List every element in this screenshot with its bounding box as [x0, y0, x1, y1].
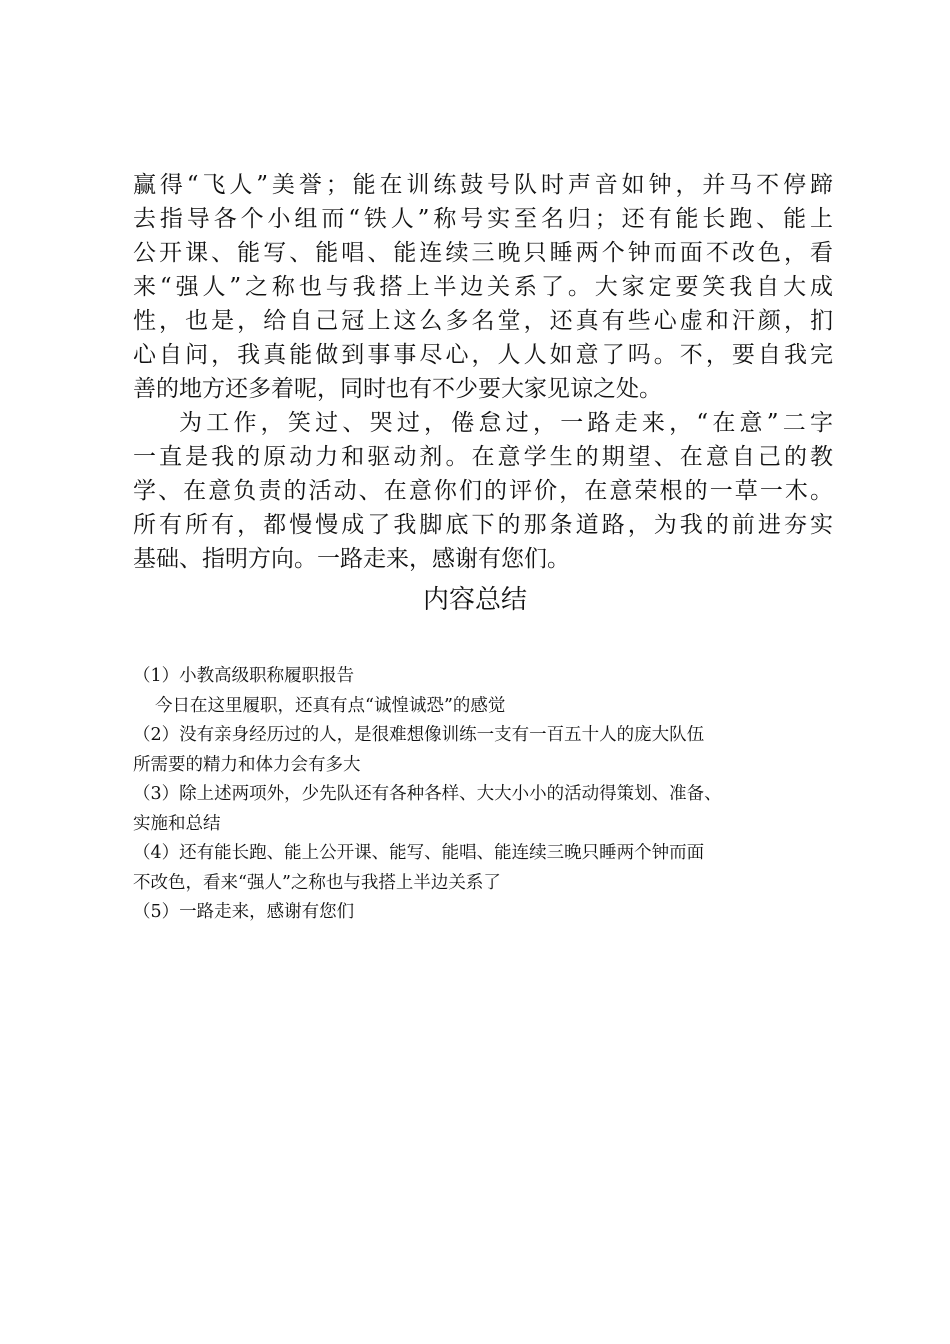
body-line: 一直是我的原动力和驱动剂。在意学生的期望、在意自己的教	[133, 444, 833, 470]
body-line: 心自问，我真能做到事事尽心，人人如意了吗。不，要自我完	[133, 342, 833, 368]
summary-list	[133, 662, 833, 928]
summary-heading: 内容总结	[422, 585, 527, 615]
body-line: 赢得“飞人”美誉；能在训练鼓号队时声音如钟，并马不停蹄	[133, 172, 833, 198]
summary-line: 实施和总结	[133, 813, 221, 834]
body-line: 来“强人”之称也与我搭上半边关系了。大家定要笑我自大成	[133, 274, 833, 300]
summary-line: （4）还有能长跑、能上公开课、能写、能唱、能连续三晚只睡两个钟而面	[133, 843, 705, 863]
body-paragraphs	[133, 168, 833, 576]
summary-line: 所需要的精力和体力会有多大	[133, 754, 361, 775]
body-line: 基础、指明方向。一路走来，感谢有您们。	[133, 546, 570, 572]
body-line: 所有所有，都慢慢成了我脚底下的那条道路，为我的前进夯实	[133, 512, 833, 538]
summary-line-indented: 今日在这里履职，还真有点“诚惶诚恐”的感觉	[155, 695, 506, 716]
summary-line: 不改色，看来“强人”之称也与我搭上半边关系了	[133, 872, 501, 893]
body-line: 性，也是，给自己冠上这么多名堂，还真有些心虚和汗颜，扪	[133, 308, 833, 334]
body-line: 学、在意负责的活动、在意你们的评价，在意荣根的一草一木。	[133, 478, 833, 504]
summary-line: （1）小教高级职称履职报告	[133, 666, 355, 686]
body-line: 善的地方还多着呢，同时也有不少要大家见谅之处。	[133, 376, 662, 402]
body-line: 去指导各个小组而“铁人”称号实至名归；还有能长跑、能上	[133, 206, 833, 232]
summary-line: （3）除上述两项外，少先队还有各种各样、大大小小的活动得策划、准备、	[133, 784, 722, 804]
body-line: 公开课、能写、能唱、能连续三晚只睡两个钟而面不改色，看	[133, 240, 833, 266]
summary-line: （2）没有亲身经历过的人，是很难想像训练一支有一百五十人的庞大队伍	[133, 725, 705, 745]
body-line-indented: 为工作，笑过、哭过，倦怠过，一路走来，“在意”二字	[179, 410, 833, 436]
summary-line: （5）一路走来，感谢有您们	[133, 902, 355, 922]
